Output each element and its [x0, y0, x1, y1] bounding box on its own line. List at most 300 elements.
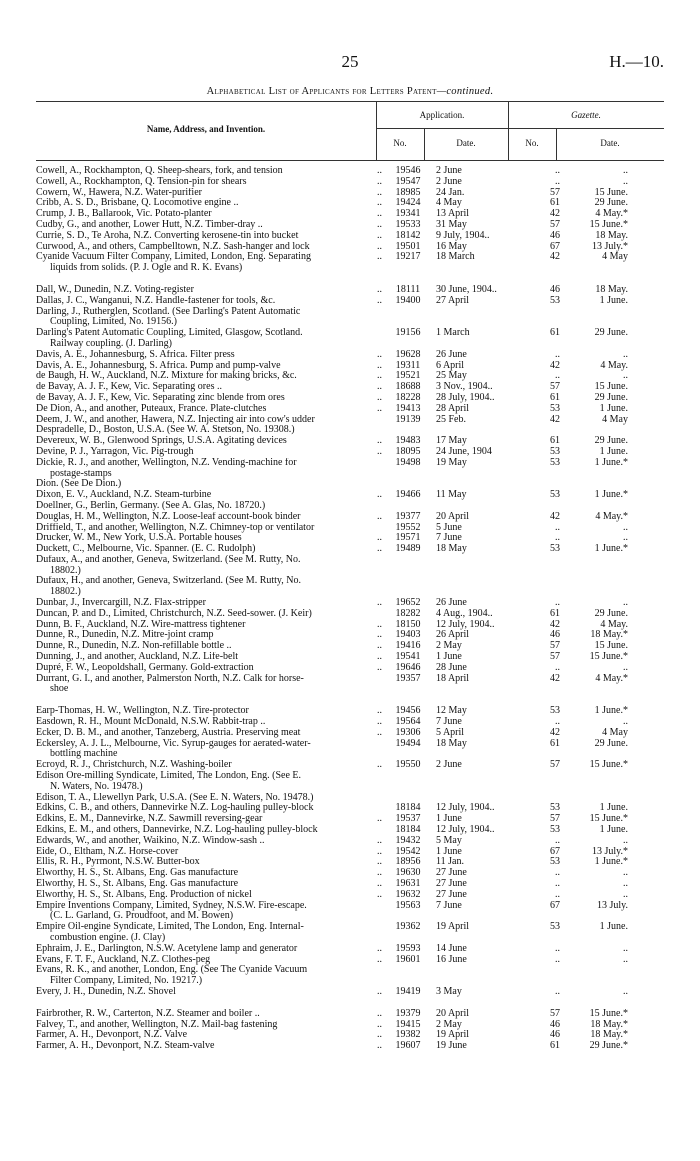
applicant-name-invention: liquids from solids. (P. J. Ogle and R. K. Evans)	[50, 263, 243, 274]
gazette-date: 1 June.*	[594, 544, 628, 555]
application-date	[430, 933, 508, 944]
application-date: 26 April	[436, 630, 470, 641]
row-spacer	[36, 274, 664, 285]
table-row	[36, 771, 664, 782]
table-row	[36, 339, 664, 350]
gazette-number: 46	[550, 1029, 560, 1041]
table-row	[36, 436, 664, 447]
table-row	[36, 1020, 664, 1031]
application-number: 19630	[395, 867, 421, 879]
gazette-header: Gazette.	[571, 110, 601, 120]
gazette-date	[568, 501, 628, 512]
application-date: 25 Feb.	[436, 414, 466, 425]
application-number: 19537	[395, 813, 421, 825]
gazette-number: 57	[550, 186, 560, 198]
application-date: 14 June	[436, 943, 467, 954]
table-row	[36, 674, 664, 685]
table-row	[36, 198, 664, 209]
table-row	[36, 555, 664, 566]
applicant-name-invention: Driffield, T., and another, Wellington, N.Z. Chimney-top or ventilator	[36, 522, 315, 533]
leader-dots: ..	[377, 445, 382, 457]
table-row	[36, 166, 664, 177]
gazette-date: 13 July.*	[591, 846, 628, 857]
leader-dots	[362, 317, 386, 328]
leader-dots: ..	[377, 834, 382, 846]
table-row	[36, 987, 664, 998]
leader-dots	[362, 609, 386, 620]
application-number: 19571	[395, 532, 421, 544]
table-row	[36, 544, 664, 555]
applicant-name-invention: (C. L. Garland, G. Proudfoot, and M. Bowen)	[50, 911, 234, 922]
table-row	[36, 706, 664, 717]
gazette-date: ..	[623, 717, 628, 728]
gazette-date: ..	[623, 835, 628, 846]
gazette-date	[568, 479, 628, 490]
application-header: Application.	[419, 110, 465, 120]
table-row	[36, 512, 664, 523]
application-number: 19456	[395, 705, 421, 717]
table-row	[36, 803, 664, 814]
leader-dots	[362, 771, 386, 782]
name-column-header: Name, Address, and Invention.	[146, 124, 266, 134]
table-row	[36, 976, 664, 987]
gazette-date	[568, 911, 628, 922]
applicant-name-invention: Coupling, Limited, No. 19156.)	[50, 317, 177, 328]
leader-dots: ..	[377, 867, 382, 879]
table-row	[36, 684, 664, 695]
leader-dots: ..	[377, 251, 382, 263]
leader-dots	[362, 339, 386, 350]
gazette-date: ..	[623, 176, 628, 187]
gazette-number: 42	[550, 726, 560, 738]
application-number: 19341	[395, 208, 421, 220]
gazette-date: ..	[623, 349, 628, 360]
application-date: 5 June	[436, 522, 462, 533]
application-date-header: Date.	[456, 138, 476, 148]
applicant-name-invention: Dupré, F. W., Leopoldshall, Germany. Gold-extraction	[36, 662, 254, 673]
application-date: 11 May	[436, 490, 467, 501]
gazette-date: 15 June.	[594, 187, 628, 198]
applicant-name-invention: Dunne, R., Dunedin, N.Z. Non-refillable bottle ..	[36, 641, 232, 652]
leader-dots	[362, 307, 386, 318]
gazette-number: 61	[550, 737, 560, 749]
gazette-date	[568, 307, 628, 318]
table-row	[36, 371, 664, 382]
applicant-name-invention: Duckett, C., Melbourne, Vic. Spanner. (E. C. Rudolph)	[36, 544, 256, 555]
applicant-name-invention: Dion. (See De Dion.)	[36, 479, 122, 490]
leader-dots	[362, 415, 386, 426]
leader-dots	[362, 803, 386, 814]
application-date	[430, 555, 508, 566]
gazette-date	[568, 576, 628, 587]
gazette-number: 53	[550, 489, 560, 501]
gazette-date: 13 July.*	[591, 241, 628, 252]
leader-dots: ..	[377, 705, 382, 717]
gazette-date	[568, 587, 628, 598]
gazette-date: 13 July.	[596, 900, 628, 911]
applicant-name-invention: Devine, P. J., Yarragon, Vic. Pig-trough	[36, 446, 194, 457]
table-row	[36, 307, 664, 318]
applicant-name-invention: Crump, J. B., Ballarook, Vic. Potato-planter	[36, 209, 212, 220]
table-row	[36, 1030, 664, 1041]
leader-dots	[362, 328, 386, 339]
application-date	[430, 469, 508, 480]
leader-dots	[362, 933, 386, 944]
applicant-name-invention: Dickie, R. J., and another, Wellington, N.Z. Vending-machine for	[36, 457, 297, 468]
application-number: 19498	[395, 456, 421, 468]
table-row	[36, 469, 664, 480]
application-number: 18228	[395, 391, 421, 403]
application-no-header: No.	[393, 138, 407, 148]
application-date: 27 June	[436, 868, 467, 879]
table-row	[36, 415, 664, 426]
gazette-date: 15 June.*	[589, 814, 628, 825]
table-row	[36, 479, 664, 490]
gazette-number: ..	[555, 348, 560, 360]
applicant-name-invention: Empire Oil-engine Syndicate, Limited, The London, Eng. Internal-	[36, 922, 304, 933]
applicant-name-invention: Dixon, E. V., Auckland, N.Z. Steam-turbine	[36, 490, 212, 501]
application-number	[386, 782, 430, 793]
gazette-number: 67	[550, 899, 560, 911]
applicant-name-invention: Davis, A. E., Johannesburg, S. Africa. Pump and pump-valve	[36, 360, 281, 371]
applicant-name-invention: Edkins, E. M., Dannevirke, N.Z. Sawmill reversing-gear	[36, 814, 263, 825]
application-number: 19357	[395, 672, 421, 684]
gazette-date	[568, 425, 628, 436]
applicant-name-invention: de Bavay, A. J. F., Kew, Vic. Separating zinc blende from ores	[36, 392, 285, 403]
application-date: 16 May	[436, 241, 467, 252]
leader-dots: ..	[377, 618, 382, 630]
table-row	[36, 263, 664, 274]
gazette-number: 61	[550, 435, 560, 447]
gazette-number: 53	[550, 294, 560, 306]
gazette-date: 4 May	[602, 414, 628, 425]
applicant-name-invention: Empire Inventions Company, Limited, Sydney, N.S.W. Fire-escape.	[36, 900, 307, 911]
gazette-date: 1 June.	[599, 825, 628, 836]
application-number	[386, 965, 430, 976]
gazette-number: 61	[550, 327, 560, 339]
application-date: 28 June	[436, 662, 467, 673]
application-number: 18111	[395, 283, 421, 295]
leader-dots: ..	[377, 359, 382, 371]
leader-dots: ..	[377, 888, 382, 900]
application-number: 19362	[395, 921, 421, 933]
application-date: 12 May	[436, 706, 467, 717]
table-row	[36, 177, 664, 188]
application-date: 13 April	[436, 209, 470, 220]
gazette-date: 1 June.	[599, 922, 628, 933]
leader-dots	[362, 901, 386, 912]
applicant-name-invention: Cyanide Vacuum Filter Company, Limited, London, Eng. Separating	[36, 252, 311, 263]
applicant-name-invention: Dunne, R., Dunedin, N.Z. Mitre-joint cramp	[36, 630, 214, 641]
application-number: 19564	[395, 716, 421, 728]
table-row	[36, 350, 664, 361]
application-date	[430, 339, 508, 350]
gazette-number: 53	[550, 402, 560, 414]
applicant-name-invention: bottling machine	[50, 749, 118, 760]
application-number	[386, 684, 430, 695]
table-row	[36, 285, 664, 296]
gazette-number: 57	[550, 381, 560, 393]
table-row	[36, 587, 664, 598]
gazette-number	[508, 263, 568, 274]
leader-dots: ..	[377, 435, 382, 447]
table-row	[36, 501, 664, 512]
table-row	[36, 868, 664, 879]
applicant-name-invention: 18802.)	[50, 587, 81, 598]
gazette-number: ..	[555, 175, 560, 187]
table-row	[36, 447, 664, 458]
leader-dots	[362, 566, 386, 577]
applicant-name-invention: Douglas, H. M., Wellington, N.Z. Loose-leaf account-book binder	[36, 511, 301, 522]
table-row	[36, 717, 664, 728]
leader-dots: ..	[377, 370, 382, 382]
table-row	[36, 458, 664, 469]
gazette-date	[568, 469, 628, 480]
gazette-number: 53	[550, 802, 560, 814]
gazette-number: 53	[550, 705, 560, 717]
application-number: 19521	[395, 370, 421, 382]
application-date: 25 May	[436, 371, 467, 382]
applicant-name-invention: de Baugh, H. W., Auckland, N.Z. Mixture for making bricks, &c.	[36, 371, 297, 382]
application-date	[430, 749, 508, 760]
gazette-number: 57	[550, 1007, 560, 1019]
application-number: 19550	[395, 759, 421, 771]
table-row	[36, 1041, 664, 1052]
application-number: 19494	[395, 737, 421, 749]
applicant-name-invention: Cudby, G., and another, Lower Hutt, N.Z. Timber-dray ..	[36, 219, 263, 230]
gazette-number: 57	[550, 640, 560, 652]
gazette-number: 46	[550, 229, 560, 241]
table-row	[36, 598, 664, 609]
table-header	[36, 101, 664, 161]
applicant-name-invention: Farmer, A. H., Devonport, N.Z. Valve	[36, 1030, 188, 1041]
gazette-date: 29 June.	[594, 328, 628, 339]
applicant-name-invention: combustion engine. (J. Clay)	[50, 932, 166, 943]
leader-dots	[362, 469, 386, 480]
gazette-number: ..	[555, 661, 560, 673]
table-row	[36, 922, 664, 933]
application-date	[430, 976, 508, 987]
page-title	[0, 86, 700, 97]
table-row	[36, 793, 664, 804]
gazette-date: ..	[623, 371, 628, 382]
application-date: 7 June	[436, 717, 462, 728]
table-row	[36, 965, 664, 976]
gazette-date: 18 May.*	[590, 1019, 628, 1030]
application-date: 2 June	[436, 760, 462, 771]
gazette-number: 67	[550, 240, 560, 252]
application-number: 19311	[395, 359, 421, 371]
gazette-number: 42	[550, 251, 560, 263]
application-date: 24 June, 1904	[436, 446, 492, 457]
applicant-name-invention: Farmer, A. H., Devonport, N.Z. Steam-valve	[36, 1041, 215, 1052]
gazette-date: 29 June.*	[589, 1041, 628, 1052]
leader-dots	[362, 749, 386, 760]
application-date: 5 May	[436, 835, 462, 846]
applicant-name-invention: postage-stamps	[50, 468, 112, 479]
application-number	[386, 263, 430, 274]
application-number: 19400	[395, 294, 421, 306]
gazette-date: 4 May.*	[595, 673, 628, 684]
gazette-date: 1 June.*	[594, 457, 628, 468]
gazette-number: 42	[550, 672, 560, 684]
application-number: 19593	[395, 942, 421, 954]
gazette-date: ..	[623, 954, 628, 965]
gazette-date: 1 June.	[599, 803, 628, 814]
applicant-name-invention: Dunning, J., and another, Auckland, N.Z. Life-belt	[36, 652, 239, 663]
applicant-name-invention: Drucker, W. M., New York, U.S.A. Portable houses	[36, 533, 242, 544]
gazette-date: 29 June.	[594, 608, 628, 619]
leader-dots	[362, 825, 386, 836]
application-date: 2 June	[436, 166, 462, 176]
gazette-date: 4 May.	[600, 619, 628, 630]
application-date: 1 June	[436, 652, 462, 663]
leader-dots: ..	[377, 348, 382, 360]
leader-dots: ..	[377, 759, 382, 771]
gazette-number: ..	[555, 888, 560, 900]
gazette-number: 53	[550, 856, 560, 868]
application-number	[386, 566, 430, 577]
gazette-number: 57	[550, 651, 560, 663]
application-number: 19632	[395, 888, 421, 900]
gazette-date	[568, 263, 628, 274]
leader-dots	[362, 739, 386, 750]
application-date: 16 June	[436, 954, 467, 965]
application-date: 24 Jan.	[436, 187, 465, 198]
application-date: 27 June	[436, 889, 467, 900]
leader-dots: ..	[377, 543, 382, 555]
gazette-number	[508, 965, 568, 976]
gazette-no-header: No.	[525, 138, 539, 148]
leader-dots: ..	[377, 661, 382, 673]
application-date: 1 March	[436, 328, 470, 339]
application-number: 19413	[395, 402, 421, 414]
gazette-date: ..	[623, 889, 628, 900]
application-date	[430, 576, 508, 587]
leader-dots	[362, 782, 386, 793]
applicant-name-invention: Deem, J. W., and another, Hawera, N.Z. Injecting air into cow's udder	[36, 414, 315, 425]
application-number: 19432	[395, 834, 421, 846]
table-row	[36, 252, 664, 263]
leader-dots: ..	[377, 1040, 382, 1052]
gazette-number	[508, 576, 568, 587]
leader-dots	[362, 501, 386, 512]
table-row	[36, 361, 664, 372]
application-number: 18282	[395, 607, 421, 619]
table-row	[36, 220, 664, 231]
leader-dots: ..	[377, 208, 382, 220]
application-number: 18688	[395, 381, 421, 393]
application-number: 19607	[395, 1040, 421, 1052]
leader-dots: ..	[377, 716, 382, 728]
leader-dots: ..	[377, 283, 382, 295]
application-number: 19631	[395, 878, 421, 889]
applicant-name-invention: Doellner, G., Berlin, Germany. (See A. Glas, No. 18720.)	[36, 500, 266, 511]
gazette-date: 15 June.*	[589, 219, 628, 230]
application-date: 2 May	[436, 641, 462, 652]
table-row	[36, 749, 664, 760]
application-date: 18 April	[436, 673, 470, 684]
application-date: 30 June, 1904..	[436, 284, 497, 295]
application-date: 3 May	[436, 986, 462, 997]
leader-dots: ..	[377, 197, 382, 209]
applicant-name-invention: Earp-Thomas, H. W., Wellington, N.Z. Tire-protector	[36, 706, 249, 717]
gazette-number: ..	[555, 942, 560, 954]
applicant-name-invention: Currie, S. D., Te Aroha, N.Z. Converting kerosene-tin into bucket	[36, 230, 299, 241]
application-number: 19415	[395, 1018, 421, 1030]
table-row	[36, 523, 664, 534]
gazette-number: ..	[555, 521, 560, 533]
application-number: 19489	[395, 543, 421, 555]
application-number: 19466	[395, 489, 421, 501]
application-number: 18150	[395, 618, 421, 630]
application-number: 19628	[395, 348, 421, 360]
gazette-date	[568, 793, 628, 804]
leader-dots: ..	[377, 953, 382, 965]
application-number: 19601	[395, 953, 421, 965]
application-number: 19483	[395, 435, 421, 447]
table-row	[36, 641, 664, 652]
applicant-name-invention: Edkins, E. M., and others, Dannevirke, N.Z. Log-hauling pulley-block	[36, 825, 318, 836]
application-date	[430, 317, 508, 328]
gazette-date: ..	[623, 598, 628, 609]
leader-dots: ..	[377, 651, 382, 663]
leader-dots: ..	[377, 985, 382, 997]
leader-dots: ..	[377, 229, 382, 241]
gazette-number	[508, 782, 568, 793]
leader-dots: ..	[377, 391, 382, 403]
table-row	[36, 242, 664, 253]
applicant-name-invention: N. Waters, No. 19478.)	[50, 781, 143, 792]
application-date: 26 June	[436, 598, 467, 609]
gazette-date: 29 June.	[594, 436, 628, 447]
application-number: 19541	[395, 651, 421, 663]
applicant-name-invention: Durrant, G. I., and another, Palmerston North, N.Z. Calk for horse-	[36, 673, 304, 684]
applicant-name-invention: Curwood, A., and others, Campbelltown, N.Z. Sash-hanger and lock	[36, 241, 310, 252]
application-number: 19533	[395, 218, 421, 230]
application-date: 6 April	[436, 360, 465, 371]
leader-dots: ..	[377, 175, 382, 187]
gazette-number: ..	[555, 867, 560, 879]
gazette-date	[568, 749, 628, 760]
row-spacer	[36, 695, 664, 706]
gazette-date	[568, 965, 628, 976]
application-date: 7 June	[436, 900, 462, 911]
application-date: 19 June	[436, 1041, 467, 1052]
gazette-date-header: Date.	[600, 138, 620, 148]
application-date	[430, 425, 508, 436]
gazette-date: 18 May.	[595, 284, 628, 295]
gazette-date: 1 June.*	[594, 857, 628, 868]
leader-dots: ..	[377, 845, 382, 857]
table-row	[36, 825, 664, 836]
applicant-name-invention: Falvey, T., and another, Wellington, N.Z. Mail-bag fastening	[36, 1019, 278, 1030]
gazette-number: 57	[550, 759, 560, 771]
gazette-number: 42	[550, 618, 560, 630]
table-row	[36, 652, 664, 663]
leader-dots: ..	[377, 878, 382, 889]
application-date	[430, 307, 508, 318]
applicant-name-invention: Davis, A. E., Johannesburg, S. Africa. Filter press	[36, 349, 235, 360]
application-date: 7 June	[436, 533, 462, 544]
gazette-date: 4 May.*	[595, 209, 628, 220]
application-number: 18956	[395, 856, 421, 868]
gazette-date: ..	[623, 522, 628, 533]
applicant-name-invention: Edison, T. A., Llewellyn Park, U.S.A. (See E. N. Waters, No. 19478.)	[36, 792, 314, 803]
application-number	[386, 771, 430, 782]
applicant-name-invention: Eide, O., Eltham, N.Z. Horse-cover	[36, 846, 179, 857]
document-code: H.—10.	[609, 52, 664, 71]
